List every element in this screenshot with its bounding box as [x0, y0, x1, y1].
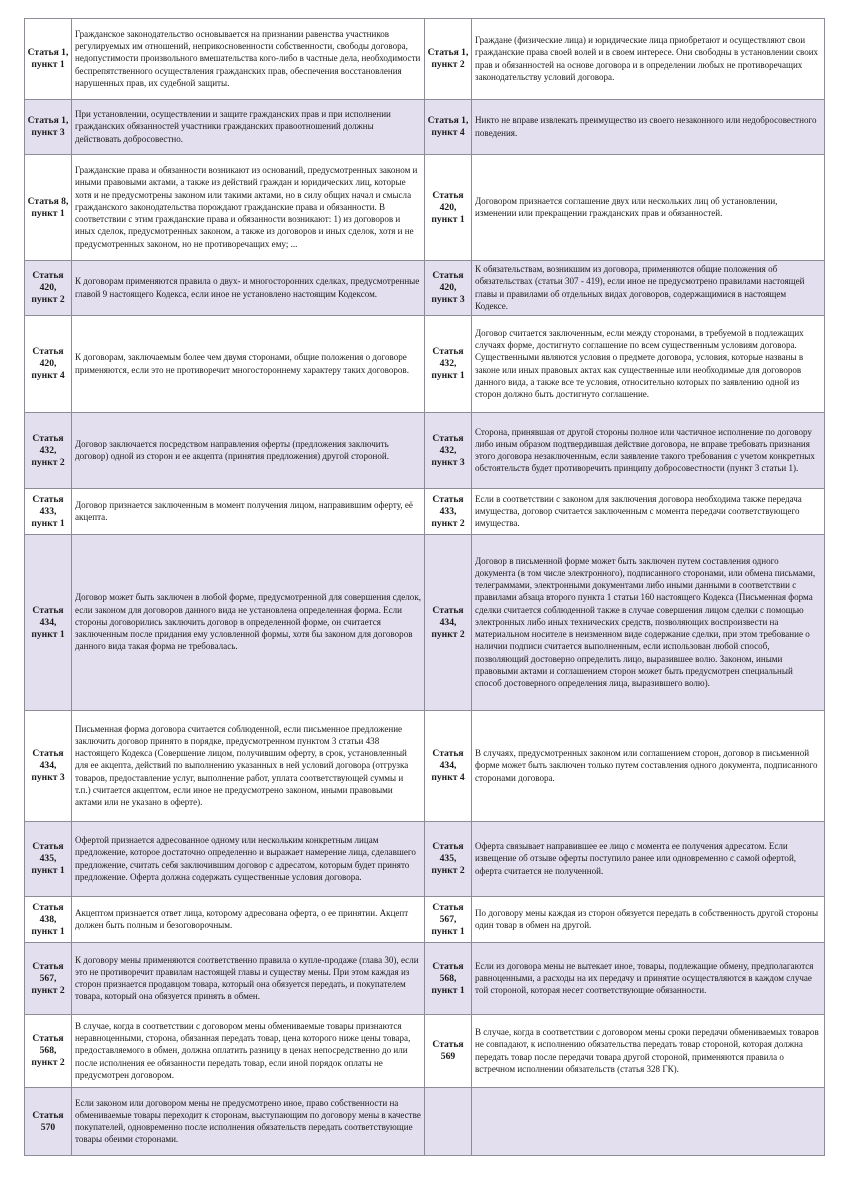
- article-label: Статья 433, пункт 2: [425, 489, 472, 535]
- article-label: Статья 420, пункт 1: [425, 155, 472, 261]
- article-text: В случае, когда в соответствии с договором мены обмениваемые товары признаются неравноценными, сторона, обязанная передать товар, цена которого ниже цены товара, предоставляемого в обмен, должна оплатить разницу в ценах непосредственно до или после исполнения ее обязанности передать товар, если иной порядок оплаты не предусмотрен договором.: [72, 1015, 425, 1088]
- article-label: Статья 420, пункт 4: [25, 316, 72, 413]
- article-row: [25, 822, 825, 897]
- article-label: Статья 1, пункт 3: [25, 100, 72, 155]
- empty-cell: [472, 1088, 825, 1156]
- article-row: [25, 19, 825, 100]
- article-row: [25, 413, 825, 489]
- article-text: Акцептом признается ответ лица, которому адресована оферта, о ее принятии. Акцепт должен быть полным и безоговорочным.: [72, 897, 425, 943]
- article-label: Статья 434, пункт 2: [425, 535, 472, 711]
- law-articles-table: [24, 18, 825, 1156]
- article-text: Договор считается заключенным, если между сторонами, в требуемой в подлежащих случаях форме, достигнуто соглашение по всем существенным условиям договора. Существенными являются условия о предмете договора, условия, которые названы в законе или иных правовых актах как существенные или необходимые для договоров данного вида, а также все те условия, относительно которых по заявлению одной из сторон должно быть достигнуто соглашение.: [472, 316, 825, 413]
- article-text: Никто не вправе извлекать преимущество из своего незаконного или недобросовестного поведения.: [472, 100, 825, 155]
- article-row: [25, 711, 825, 822]
- article-row: [25, 1088, 825, 1156]
- article-text: Если законом или договором мены не предусмотрено иное, право собственности на обмениваемые товары переходит к сторонам, выступающим по договору мены в качестве покупателей, одновременно после исполнения обязательств передать соответствующие товары обеими сторонами.: [72, 1088, 425, 1156]
- article-label: Статья 420, пункт 3: [425, 261, 472, 316]
- article-label: Статья 570: [25, 1088, 72, 1156]
- article-label: Статья 567, пункт 2: [25, 943, 72, 1015]
- article-row: [25, 1015, 825, 1088]
- article-label: Статья 568, пункт 2: [25, 1015, 72, 1088]
- article-row: [25, 100, 825, 155]
- article-label: Статья 567, пункт 1: [425, 897, 472, 943]
- article-label: Статья 433, пункт 1: [25, 489, 72, 535]
- article-label: Статья 1, пункт 4: [425, 100, 472, 155]
- article-text: Сторона, принявшая от другой стороны полное или частичное исполнение по договору либо иным образом подтвердившая действие договора, не вправе требовать признания этого договора незаключенным, если заявление такого требования с учетом конкретных обстоятельств будет противоречить принципу добросовестности (пункт 3 статьи 1).: [472, 413, 825, 489]
- article-label: Статья 569: [425, 1015, 472, 1088]
- article-label: Статья 434, пункт 1: [25, 535, 72, 711]
- article-text: Договор в письменной форме может быть заключен путем составления одного документа (в том числе электронного), подписанного сторонами, или обмена письмами, телеграммами, электронными документами либо иными данными в соответствии с правилами абзаца второго пункта 1 статьи 160 настоящего Кодекса (Письменная форма сделки считается соблюденной также в случае совершения лицом сделки с помощью электронных либо иных технических средств, позволяющих воспроизвести на материальном носителе в неизменном виде содержание сделки, при этом требование о наличии подписи считается выполненным, если использован любой способ, позволяющий достоверно определить лицо, выразившее волю. Законом, иными правовыми актами и соглашением сторон может быть предусмотрен специальный способ достоверного определения лица, выразившего волю).: [472, 535, 825, 711]
- article-label: Статья 435, пункт 1: [25, 822, 72, 897]
- article-text: В случаях, предусмотренных законом или соглашением сторон, договор в письменной форме может быть заключен только путем составления одного документа, подписанного сторонами договора.: [472, 711, 825, 822]
- empty-cell: [425, 1088, 472, 1156]
- article-text: Если из договора мены не вытекает иное, товары, подлежащие обмену, предполагаются равноценными, а расходы на их передачу и принятие осуществляются в каждом случае той стороной, которая несет соответствующие обязанности.: [472, 943, 825, 1015]
- article-label: Статья 568, пункт 1: [425, 943, 472, 1015]
- article-label: Статья 438, пункт 1: [25, 897, 72, 943]
- article-text: Договором признается соглашение двух или нескольких лиц об установлении, изменении или прекращении гражданских прав и обязанностей.: [472, 155, 825, 261]
- article-text: Договор признается заключенным в момент получения лицом, направившим оферту, её акцепта.: [72, 489, 425, 535]
- article-text: Письменная форма договора считается соблюденной, если письменное предложение заключить договор принято в порядке, предусмотренном пунктом 3 статьи 438 настоящего Кодекса (Совершение лицом, получившим оферту, в срок, установленный для ее акцепта, действий по выполнению указанных в ней условий договора (отгрузка товаров, предоставление услуг, выполнение работ, уплата соответствующей суммы и т.п.) считается акцептом, если иное не предусмотрено законом, иными правовыми актами или не указано в оферте).: [72, 711, 425, 822]
- article-label: Статья 420, пункт 2: [25, 261, 72, 316]
- article-label: Статья 8, пункт 1: [25, 155, 72, 261]
- article-row: [25, 489, 825, 535]
- article-label: Статья 432, пункт 2: [25, 413, 72, 489]
- article-row: [25, 316, 825, 413]
- article-text: Договор может быть заключен в любой форме, предусмотренной для совершения сделок, если законом для договоров данного вида не установлена определенная форма. Если стороны договорились заключить договор в определенной форме, он считается заключенным после придания ему условленной формы, хотя бы законом для договоров данного вида такая форма не требовалась.: [72, 535, 425, 711]
- article-text: К договору мены применяются соответственно правила о купле-продаже (глава 30), если это не противоречит правилам настоящей главы и существу мены. При этом каждая из сторон признается продавцом товара, который она обязуется передать, и покупателем товара, который она обязуется принять в обмен.: [72, 943, 425, 1015]
- article-text: Гражданские права и обязанности возникают из оснований, предусмотренных законом и иными правовыми актами, а также из действий граждан и юридических лиц, которые хотя и не предусмотрены законом или такими актами, но в силу общих начал и смысла гражданского законодательства порождают гражданские права и обязанности. В соответствии с этим гражданские права и обязанности возникают: 1) из договоров и иных сделок, предусмотренных законом, а также из договоров и иных сделок, хотя и не предусмотренных законом, но не противоречащих ему; ...: [72, 155, 425, 261]
- article-text: При установлении, осуществлении и защите гражданских прав и при исполнении гражданских обязанностей участники гражданских правоотношений должны действовать добросовестно.: [72, 100, 425, 155]
- article-row: [25, 897, 825, 943]
- article-label: Статья 432, пункт 3: [425, 413, 472, 489]
- article-text: По договору мены каждая из сторон обязуется передать в собственность другой стороны один товар в обмен на другой.: [472, 897, 825, 943]
- article-label: Статья 434, пункт 3: [25, 711, 72, 822]
- article-text: К обязательствам, возникшим из договора, применяются общие положения об обязательствах (статьи 307 - 419), если иное не предусмотрено правилами настоящей главы и правилами об отдельных видах договоров, содержащимися в настоящем Кодексе.: [472, 261, 825, 316]
- article-text: Гражданское законодательство основывается на признании равенства участников регулируемых им отношений, неприкосновенности собственности, свободы договора, недопустимости произвольного вмешательства кого-либо в частные дела, необходимости беспрепятственного осуществления гражданских прав, обеспечения восстановления нарушенных прав, их судебной защиты.: [72, 19, 425, 100]
- article-text: К договорам применяются правила о двух- и многосторонних сделках, предусмотренные главой 9 настоящего Кодекса, если иное не установлено настоящим Кодексом.: [72, 261, 425, 316]
- article-text: Если в соответствии с законом для заключения договора необходима также передача имущества, договор считается заключенным с момента передачи соответствующего имущества.: [472, 489, 825, 535]
- article-label: Статья 435, пункт 2: [425, 822, 472, 897]
- article-text: Оферта связывает направившее ее лицо с момента ее получения адресатом. Если извещение об отзыве оферты поступило ранее или одновременно с самой офертой, оферта считается не полученной.: [472, 822, 825, 897]
- law-articles-page: [24, 18, 825, 1156]
- article-label: Статья 432, пункт 1: [425, 316, 472, 413]
- article-label: Статья 434, пункт 4: [425, 711, 472, 822]
- article-label: Статья 1, пункт 2: [425, 19, 472, 100]
- article-text: В случае, когда в соответствии с договором мены сроки передачи обмениваемых товаров не совпадают, к исполнению обязательства передать товар стороной, которая должна передать товар после передачи товара другой стороной, применяются правила о встречном исполнении обязательств (статья 328 ГК).: [472, 1015, 825, 1088]
- article-text: Граждане (физические лица) и юридические лица приобретают и осуществляют свои гражданские права своей волей и в своем интересе. Они свободны в установлении своих прав и обязанностей на основе договора и в определении любых не противоречащих законодательству условий договора.: [472, 19, 825, 100]
- article-text: К договорам, заключаемым более чем двумя сторонами, общие положения о договоре применяются, если это не противоречит многостороннему характеру таких договоров.: [72, 316, 425, 413]
- article-label: Статья 1, пункт 1: [25, 19, 72, 100]
- article-text: Офертой признается адресованное одному или нескольким конкретным лицам предложение, которое достаточно определенно и выражает намерение лица, сделавшего предложение, считать себя заключившим договор с адресатом, которым будет принято предложение. Оферта должна содержать существенные условия договора.: [72, 822, 425, 897]
- article-row: [25, 261, 825, 316]
- article-text: Договор заключается посредством направления оферты (предложения заключить договор) одной из сторон и ее акцепта (принятия предложения) другой стороной.: [72, 413, 425, 489]
- article-row: [25, 943, 825, 1015]
- article-row: [25, 155, 825, 261]
- article-row: [25, 535, 825, 711]
